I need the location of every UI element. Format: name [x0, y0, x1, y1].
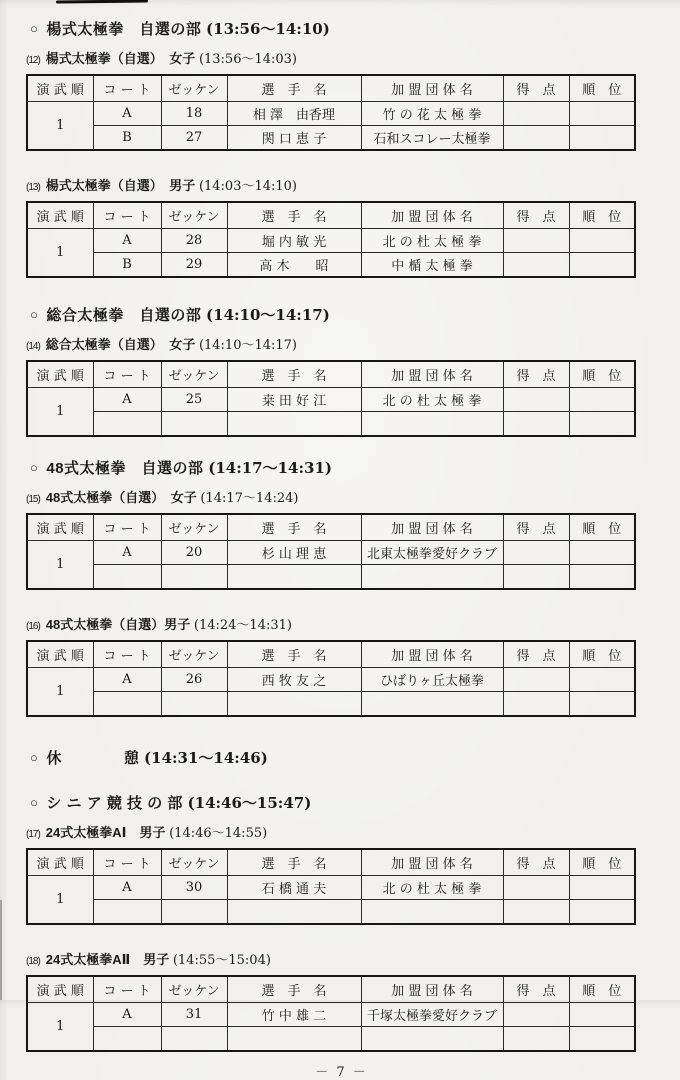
- section-title: 楊式太極拳 自選の部: [46, 21, 202, 38]
- table-row: [27, 692, 635, 717]
- rank-cell: [569, 388, 635, 412]
- event-table-16: [26, 640, 636, 717]
- order-cell: 1: [27, 541, 93, 590]
- court-cell: A: [93, 102, 161, 126]
- rank-cell: [569, 229, 635, 253]
- event-number: (18): [26, 956, 40, 967]
- team-cell: [361, 1027, 503, 1052]
- table-header-row: [27, 75, 635, 102]
- name-cell: [227, 1027, 361, 1052]
- name-cell: 桒 田 好 江: [227, 388, 361, 412]
- event-time: (13:56～14:03): [198, 52, 298, 67]
- score-cell: [503, 565, 569, 590]
- court-cell: A: [93, 229, 161, 253]
- col-team: 加 盟 団 体 名: [361, 976, 503, 1003]
- col-name: 選 手 名: [227, 75, 361, 102]
- rank-cell: [569, 126, 635, 151]
- team-cell: [361, 692, 503, 717]
- bib-cell: [161, 565, 227, 590]
- table-header-row: [27, 641, 635, 668]
- name-cell: 堀 内 敏 光: [227, 229, 361, 253]
- order-cell: 1: [27, 388, 93, 437]
- col-name: 選 手 名: [227, 202, 361, 229]
- name-cell: 西 牧 友 之: [227, 668, 361, 692]
- col-bib: ゼッケン: [161, 361, 227, 388]
- order-cell: 1: [27, 668, 93, 717]
- table-row: [27, 253, 635, 278]
- col-court: コ ー ト: [93, 75, 161, 102]
- event-table-15: [26, 513, 636, 590]
- name-cell: [227, 412, 361, 437]
- court-cell: A: [93, 1003, 161, 1027]
- col-team: 加 盟 団 体 名: [361, 849, 503, 876]
- col-score: 得 点: [503, 514, 569, 541]
- event-heading-15: [26, 487, 657, 506]
- event-number: (17): [26, 829, 40, 840]
- rank-cell: [569, 1027, 635, 1052]
- event-table-17: [26, 848, 636, 925]
- order-cell: 1: [27, 102, 93, 151]
- bib-cell: 26: [161, 668, 227, 692]
- col-score: 得 点: [503, 361, 569, 388]
- table-row: [27, 541, 635, 565]
- col-court: コ ー ト: [93, 514, 161, 541]
- col-name: 選 手 名: [227, 976, 361, 1003]
- team-cell: 北 の 杜 太 極 拳: [361, 229, 503, 253]
- table-row: [27, 876, 635, 900]
- col-court: コ ー ト: [93, 976, 161, 1003]
- score-cell: [503, 412, 569, 437]
- bib-cell: 29: [161, 253, 227, 278]
- circle-bullet-icon: ○: [30, 795, 39, 810]
- bib-cell: 28: [161, 229, 227, 253]
- col-bib: ゼッケン: [161, 976, 227, 1003]
- col-team: 加 盟 団 体 名: [361, 514, 503, 541]
- col-court: コ ー ト: [93, 849, 161, 876]
- table-row: [27, 668, 635, 692]
- event-time: (14:10～14:17): [198, 338, 298, 353]
- col-rank: 順 位: [569, 75, 635, 102]
- event-title: 総合太極拳（自選） 女子: [45, 337, 196, 352]
- court-cell: A: [93, 668, 161, 692]
- event-heading-18: [26, 949, 657, 968]
- event-number: (16): [26, 621, 40, 632]
- score-cell: [503, 900, 569, 925]
- col-bib: ゼッケン: [161, 849, 227, 876]
- name-cell: 竹 中 雄 二: [227, 1003, 361, 1027]
- rank-cell: [569, 692, 635, 717]
- court-cell: [93, 1027, 161, 1052]
- bib-cell: 27: [161, 126, 227, 151]
- col-name: 選 手 名: [227, 641, 361, 668]
- court-cell: [93, 565, 161, 590]
- score-cell: [503, 692, 569, 717]
- event-table-12: [26, 74, 636, 151]
- event-title: 24式太極拳AⅠ 男子: [45, 825, 166, 840]
- table-header-row: [27, 849, 635, 876]
- col-bib: ゼッケン: [161, 202, 227, 229]
- col-order: 演 武 順: [27, 514, 93, 541]
- event-heading-13: [26, 175, 657, 194]
- page-number: － 7 －: [315, 1065, 368, 1080]
- name-cell: [227, 900, 361, 925]
- col-team: 加 盟 団 体 名: [361, 361, 503, 388]
- team-cell: [361, 900, 503, 925]
- event-table-18: [26, 975, 636, 1052]
- table-row: [27, 1003, 635, 1027]
- order-cell: 1: [27, 1003, 93, 1052]
- event-number: (13): [26, 182, 40, 193]
- event-heading-16: [26, 614, 657, 633]
- circle-bullet-icon: ○: [30, 21, 39, 36]
- rank-cell: [569, 668, 635, 692]
- score-cell: [503, 229, 569, 253]
- col-order: 演 武 順: [27, 849, 93, 876]
- rank-cell: [569, 541, 635, 565]
- event-title: 48式太極拳（自選）男子: [45, 617, 191, 632]
- court-cell: [93, 692, 161, 717]
- event-title: 楊式太極拳（自選） 女子: [45, 51, 196, 66]
- section-time: (14:17～14:31): [208, 459, 332, 477]
- table-row: [27, 412, 635, 437]
- team-cell: ひばりヶ丘太極拳: [361, 668, 503, 692]
- col-rank: 順 位: [569, 849, 635, 876]
- col-score: 得 点: [503, 75, 569, 102]
- section-time: (13:56～14:10): [206, 20, 330, 38]
- table-row: [27, 126, 635, 151]
- court-cell: [93, 900, 161, 925]
- score-cell: [503, 102, 569, 126]
- court-cell: A: [93, 541, 161, 565]
- col-bib: ゼッケン: [161, 514, 227, 541]
- team-cell: 竹 の 花 太 極 拳: [361, 102, 503, 126]
- section-time: (14:10～14:17): [206, 306, 330, 324]
- order-cell: 1: [27, 229, 93, 278]
- col-rank: 順 位: [569, 514, 635, 541]
- col-team: 加 盟 団 体 名: [361, 641, 503, 668]
- event-heading-17: [26, 822, 657, 841]
- section-time: (14:46～15:47): [187, 794, 312, 812]
- event-title: 楊式太極拳（自選） 男子: [45, 178, 196, 193]
- col-order: 演 武 順: [27, 361, 93, 388]
- rank-cell: [569, 102, 635, 126]
- score-cell: [503, 1027, 569, 1052]
- table-row: [27, 1027, 635, 1052]
- section-title: 総合太極拳 自選の部: [46, 307, 202, 324]
- rank-cell: [569, 876, 635, 900]
- rank-cell: [569, 565, 635, 590]
- name-cell: [227, 692, 361, 717]
- score-cell: [503, 388, 569, 412]
- col-score: 得 点: [503, 202, 569, 229]
- team-cell: [361, 412, 503, 437]
- team-cell: [361, 565, 503, 590]
- col-team: 加 盟 団 体 名: [361, 75, 503, 102]
- name-cell: [227, 565, 361, 590]
- col-rank: 順 位: [569, 641, 635, 668]
- court-cell: A: [93, 388, 161, 412]
- table-header-row: [27, 361, 635, 388]
- bib-cell: [161, 1027, 227, 1052]
- event-time: (14:24～14:31): [193, 618, 292, 633]
- section-time: (14:31～14:46): [144, 749, 268, 767]
- team-cell: 千塚太極拳愛好クラブ: [361, 1003, 503, 1027]
- event-table-14: [26, 360, 636, 437]
- event-number: (12): [26, 55, 40, 66]
- section-heading-senior: [30, 792, 657, 813]
- bib-cell: [161, 692, 227, 717]
- bib-cell: 25: [161, 388, 227, 412]
- event-number: (15): [26, 494, 40, 505]
- court-cell: B: [93, 126, 161, 151]
- event-time: (14:55～15:04): [172, 953, 271, 968]
- col-name: 選 手 名: [227, 361, 361, 388]
- event-title: 24式太極拳AⅡ 男子: [45, 952, 170, 967]
- rank-cell: [569, 1003, 635, 1027]
- col-name: 選 手 名: [227, 849, 361, 876]
- col-order: 演 武 順: [27, 75, 93, 102]
- event-heading-12: [26, 48, 657, 67]
- col-bib: ゼッケン: [161, 75, 227, 102]
- name-cell: 高 木 昭: [227, 253, 361, 278]
- team-cell: 北 の 杜 太 極 拳: [361, 876, 503, 900]
- col-order: 演 武 順: [27, 976, 93, 1003]
- bib-cell: 18: [161, 102, 227, 126]
- team-cell: 中 楯 太 極 拳: [361, 253, 503, 278]
- rank-cell: [569, 900, 635, 925]
- section-heading-yang: [30, 18, 657, 39]
- event-title: 48式太極拳（自選） 女子: [45, 490, 197, 505]
- table-row: [27, 229, 635, 253]
- col-order: 演 武 順: [27, 641, 93, 668]
- col-score: 得 点: [503, 976, 569, 1003]
- order-cell: 1: [27, 876, 93, 925]
- table-row: [27, 565, 635, 590]
- event-time: (14:17～14:24): [200, 491, 299, 506]
- score-cell: [503, 1003, 569, 1027]
- table-row: [27, 388, 635, 412]
- col-score: 得 点: [503, 849, 569, 876]
- bib-cell: 31: [161, 1003, 227, 1027]
- score-cell: [503, 668, 569, 692]
- court-cell: A: [93, 876, 161, 900]
- col-rank: 順 位: [569, 976, 635, 1003]
- score-cell: [503, 541, 569, 565]
- circle-bullet-icon: ○: [30, 460, 39, 475]
- bib-cell: 30: [161, 876, 227, 900]
- rank-cell: [569, 412, 635, 437]
- col-court: コ ー ト: [93, 361, 161, 388]
- court-cell: B: [93, 253, 161, 278]
- rank-cell: [569, 253, 635, 278]
- col-bib: ゼッケン: [161, 641, 227, 668]
- team-cell: 北 の 杜 太 極 拳: [361, 388, 503, 412]
- bib-cell: 20: [161, 541, 227, 565]
- event-heading-14: [26, 334, 657, 353]
- section-heading-rest: [30, 747, 657, 768]
- section-title: 48式太極拳 自選の部: [46, 460, 204, 477]
- team-cell: 北東太極拳愛好クラブ: [361, 541, 503, 565]
- col-rank: 順 位: [569, 361, 635, 388]
- col-score: 得 点: [503, 641, 569, 668]
- col-court: コ ー ト: [93, 202, 161, 229]
- circle-bullet-icon: ○: [30, 307, 39, 322]
- score-cell: [503, 876, 569, 900]
- name-cell: 杉 山 理 恵: [227, 541, 361, 565]
- col-name: 選 手 名: [227, 514, 361, 541]
- col-team: 加 盟 団 体 名: [361, 202, 503, 229]
- section-title: シ ニ ア 競 技 の 部: [46, 795, 183, 812]
- event-table-13: [26, 201, 636, 278]
- name-cell: 関 口 恵 子: [227, 126, 361, 151]
- section-heading-sougou: [30, 304, 657, 325]
- col-rank: 順 位: [569, 202, 635, 229]
- team-cell: 石和スコレー太極拳: [361, 126, 503, 151]
- table-row: [27, 102, 635, 126]
- table-header-row: [27, 976, 635, 1003]
- event-time: (14:46～14:55): [169, 826, 268, 841]
- circle-bullet-icon: ○: [30, 750, 39, 765]
- col-order: 演 武 順: [27, 202, 93, 229]
- name-cell: 石 橋 通 夫: [227, 876, 361, 900]
- score-cell: [503, 253, 569, 278]
- bib-cell: [161, 412, 227, 437]
- bib-cell: [161, 900, 227, 925]
- score-cell: [503, 126, 569, 151]
- section-title: 休 憩: [46, 750, 140, 767]
- table-header-row: [27, 514, 635, 541]
- col-court: コ ー ト: [93, 641, 161, 668]
- court-cell: [93, 412, 161, 437]
- name-cell: 相 澤 由香理: [227, 102, 361, 126]
- event-time: (14:03～14:10): [198, 179, 298, 194]
- event-number: (14): [26, 341, 40, 352]
- table-row: [27, 900, 635, 925]
- section-heading-48: [30, 457, 657, 478]
- table-header-row: [27, 202, 635, 229]
